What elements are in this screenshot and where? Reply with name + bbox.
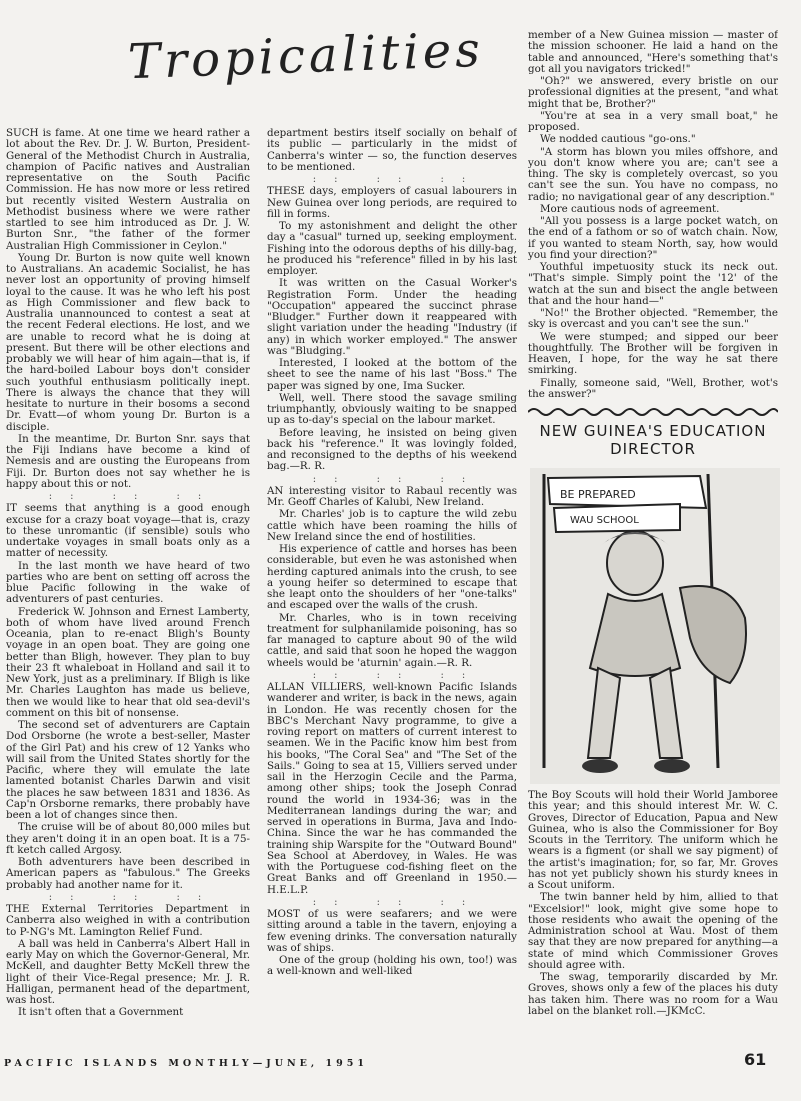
cartoon-illustration [530, 468, 780, 784]
section-separator: :: :: :: [312, 473, 484, 485]
page-number: 61 [744, 1050, 767, 1069]
paragraph: A ball was held in Canberra's Albert Hall in early May on which the Governor-General, Mr. McKell, and daughter Betty McKell threw the light of their Vice-Regal presence; Mr. J. R. Halligan, permanent head of the department, was host. [6, 937, 250, 1006]
paragraph: The swag, temporarily discarded by Mr. Groves, shows only a few of the places his duty has taken him. There was no room for a Wau label on the blanket roll.—JKMcC. [528, 971, 778, 1017]
paragraph: SUCH is fame. At one time we heard rather a lot about the Rev. Dr. J. W. Burton, President-General of the Methodist Church in Australia, champion of Pacific natives and Australian representative on the South Pacific Commission. He has now more or less retired but recently visited Western Australia on Methodist business where we were rather startled to see him introduced as Dr. J. W. Burton Snr., "the father of the former Australian High Commissioner in Ceylon." [6, 128, 250, 252]
paragraph: In the meantime, Dr. Burton Snr. says that the Fiji Indians have become a kind of Nemesis and are ousting the Europeans from Fiji. Dr. Burton does not say whether he is happy about this or not. [6, 432, 250, 490]
paragraph: One of the group (holding his own, too!) was a well-known and well-liked [267, 954, 517, 978]
paragraph: Both adventurers have been described in American papers as "fabulous." The Greeks probably had another name for it. [6, 856, 250, 891]
paragraph: Finally, someone said, "Well, Brother, wot's the answer?" [528, 376, 778, 400]
paragraph: The Boy Scouts will hold their World Jamboree this year; and this should interest Mr. W. C. Groves, Director of Education, Papua and New Guinea, who is also the Commissioner for Boy Scouts in the Territory. The uniform which he wears is a figment (or shall we say pigment) of the artist's imagination; for, so far, Mr. Groves has not yet publicly shown his sturdy knees in a Scout uniform. [528, 790, 778, 891]
paragraph: Frederick W. Johnson and Ernest Lamberty, both of whom have lived around French Oceania, plan to re-enact Bligh's Bounty voyage in an open boat. They are going one better than Bligh, however. They plan to buy their 23 ft whaleboat in Holland and sail it to New York, just as a preliminary. If Bligh is like Mr. Charles Laughton has made us believe, then we would like to hear that old sea-devil's comment on this bit of nonsense. [6, 605, 250, 719]
paragraph: "All you possess is a large pocket watch, on the end of a fathom or so of watch chain. Now, if you wanted to steam North, say, how would you find your direction?" [528, 215, 778, 261]
paragraph: "You're at sea in a very small boat," he proposed. [528, 109, 778, 133]
paragraph: THE External Territories Department in Canberra also weighed in with a contribution to P-NG's Mt. Lamington Relief Fund. [6, 903, 250, 938]
paragraph: The twin banner held by him, allied to that "Excelsior!" look, might give some hope to those residents who await the opening of the Administration school at Wau. Most of them say that they are now prepared for anything—a state of mind which Commissioner Groves should agree with. [528, 891, 778, 971]
paragraph: MOST of us were seafarers; and we were sitting around a table in the tavern, enjoying a few evening drinks. The conversation naturally was of ships. [267, 908, 517, 954]
paragraph: THESE days, employers of casual labourers in New Guinea over long periods, are required to fill in forms. [267, 185, 517, 220]
column-1 [6, 128, 250, 1060]
section-separator: :: :: :: [312, 896, 484, 908]
paragraph: Mr. Charles, who is in town receiving treatment for sulphanilamide poisoning, has so far managed to capture about 90 of the wild cattle, and said that soon he hoped the waggon wheels would be 'aturnin' again.—R. R. [267, 611, 517, 669]
paragraph: AN interesting visitor to Rabaul recently was Mr. Geoff Charles of Kalubi, New Ireland. [267, 484, 517, 508]
paragraph: department bestirs itself socially on behalf of its public — particularly in the midst of Canberra's winter — so, the function deserves to be mentioned. [267, 128, 517, 173]
box-title: NEW GUINEA'S EDUCATION DIRECTOR [539, 422, 767, 458]
paragraph: To my astonishment and delight the other day a "casual" turned up, seeking employment. Fishing into the odorous depths of his dilly-bag, he produced his "reference" filled in by his last employer. [267, 220, 517, 277]
paragraph: "No!" the Brother objected. "Remember, the sky is overcast and you can't see the sun." [528, 307, 778, 331]
section-separator: :: :: :: [312, 669, 484, 681]
paragraph: Young Dr. Burton is now quite well known to Australians. An academic Socialist, he has never lost an opportunity of proving himself loyal to the cause. It was he who left his post as High Commissioner and flew back to Australia unannounced to contest a seat at the recent Federal elections. He lost, and we are unable to record what he is doing at present. But there will be other elections and probably we will hear of him again—that is, if the hard-boiled Labour boys don't consider such youthful enthusiasm politically inept. There is always the chance that they will hesitate to nurture in their bosoms a second Dr. Evatt—of whom young Dr. Burton is a disciple. [6, 251, 250, 433]
paragraph: Well, well. There stood the savage smiling triumphantly, obviously waiting to be snapped up as to-day's special on the labour market. [267, 391, 517, 427]
cartoon-sign-text: WAU SCHOOL [570, 515, 639, 526]
paragraph: It isn't often that a Government [18, 1006, 184, 1019]
paragraph: In the last month we have heard of two parties who are bent on setting off across the blue Pacific following in the wake of adventurers of past centuries. [6, 559, 250, 606]
paragraph: "A storm has blown you miles offshore, and you don't know where you are; can't see a thing. The sky is completely overcast, so you can't see the sun. You have no compass, no radio; no navigational gear of any description." [528, 145, 778, 203]
paragraph: member of a New Guinea mission — master of the mission schooner. He laid a hand on the table and announced, "Here's something that's got all you navigators tricked!" [528, 30, 778, 75]
section-separator: :: :: :: [312, 174, 484, 185]
column-3 [528, 30, 778, 410]
paragraph: The cruise will be of about 80,000 miles but they aren't doing it in an open boat. It is a 75-ft ketch called Argosy. [6, 821, 250, 856]
paragraph: We nodded cautious "go-ons." [540, 133, 696, 146]
paragraph: "Oh?" we answered, every bristle on our professional dignities at the present, "and what might that be, Brother?" [528, 75, 778, 110]
paragraph: Mr. Charles' job is to capture the wild zebu cattle which have been roaming the hills of New Ireland since the end of hostilities. [267, 508, 517, 543]
section-separator: :: :: :: [48, 491, 220, 502]
wave-divider [528, 406, 778, 418]
section-separator: :: :: :: [48, 891, 220, 903]
page-footer: PACIFIC ISLANDS MONTHLY—JUNE, 1951 [4, 1058, 368, 1069]
paragraph: The second set of adventurers are Captain Dod Orsborne (he wrote a best-seller, Master of the Girl Pat) and his crew of 12 Yanks who will sail from the United States shortly for the Pacific, where they will emulate the late lamented botanist Charles Darwin and visit the places he saw between 1831 and 1836. As Cap'n Orsborne remarks, there probably have been a lot of changes since then. [6, 719, 250, 821]
paragraph: ALLAN VILLIERS, well-known Pacific Islands wanderer and writer, is back in the news, again in London. He was recently chosen for the BBC's Merchant Navy programme, to give a roving report on matters of current interest to seamen. We in the Pacific know him best from his books, "The Coral Sea" and "The Set of the Sails." Going to sea at 15, Villiers served under sail in the Herzogin Cecile and the Parma, among other ships; took the Joseph Conrad round the world in 1934-36; was in the Mediterranean landings during the war; and served in operations in Burma, Java and Indo-China. Since the war he has commanded the training ship Warspite for the "Outward Bound" Sea School at Aberdovey, in Wales. He was with the Portuguese cod-fishing fleet on the Great Banks and off Greenland in 1950.—H.E.L.P. [267, 681, 517, 896]
column-2 [267, 128, 517, 1060]
paragraph: His experience of cattle and horses has been considerable, but even he was astonished when herding captured animals into the crush, to see a young heifer so determined to escape that she leapt onto the shoulders of her "one-talks" and escaped over the walls of the crush. [267, 543, 517, 612]
paragraph: Youthful impetuosity stuck its neck out. "That's simple. Simply point the '12' of the watch at the sun and bisect the angle between that and the hour hand—" [528, 261, 778, 307]
paragraph: Interested, I looked at the bottom of the sheet to see the name of his last "Boss." The paper was signed by one, Ima Sucker. [267, 357, 517, 392]
cartoon-banner-text: BE PREPARED [560, 488, 636, 501]
paragraph: We were stumped; and sipped our beer thoughtfully. The Brother will be forgiven in Heaven, I hope, for the way he sat there smirking. [528, 330, 778, 377]
paragraph: It was written on the Casual Worker's Registration Form. Under the heading "Occupation" appeared the succinct phrase "Bludger." Further down it reappeared with slight variation under the heading "Industry (if any) in which worker employed." The answer was "Bludging." [267, 277, 517, 357]
paragraph: IT seems that anything is a good enough excuse for a crazy boat voyage—that is, crazy to these unromantic (if sensible) souls who undertake voyages in small boats only as a matter of necessity. [6, 502, 250, 560]
column-3-lower [528, 790, 778, 1060]
page-title: Tropicalities [127, 21, 485, 91]
paragraph: More cautious nods of agreement. [540, 202, 720, 215]
paragraph: Before leaving, he insisted on being given back his "reference." It was lovingly folded, and reconsigned to the depths of his weekend bag.—R. R. [267, 426, 517, 473]
